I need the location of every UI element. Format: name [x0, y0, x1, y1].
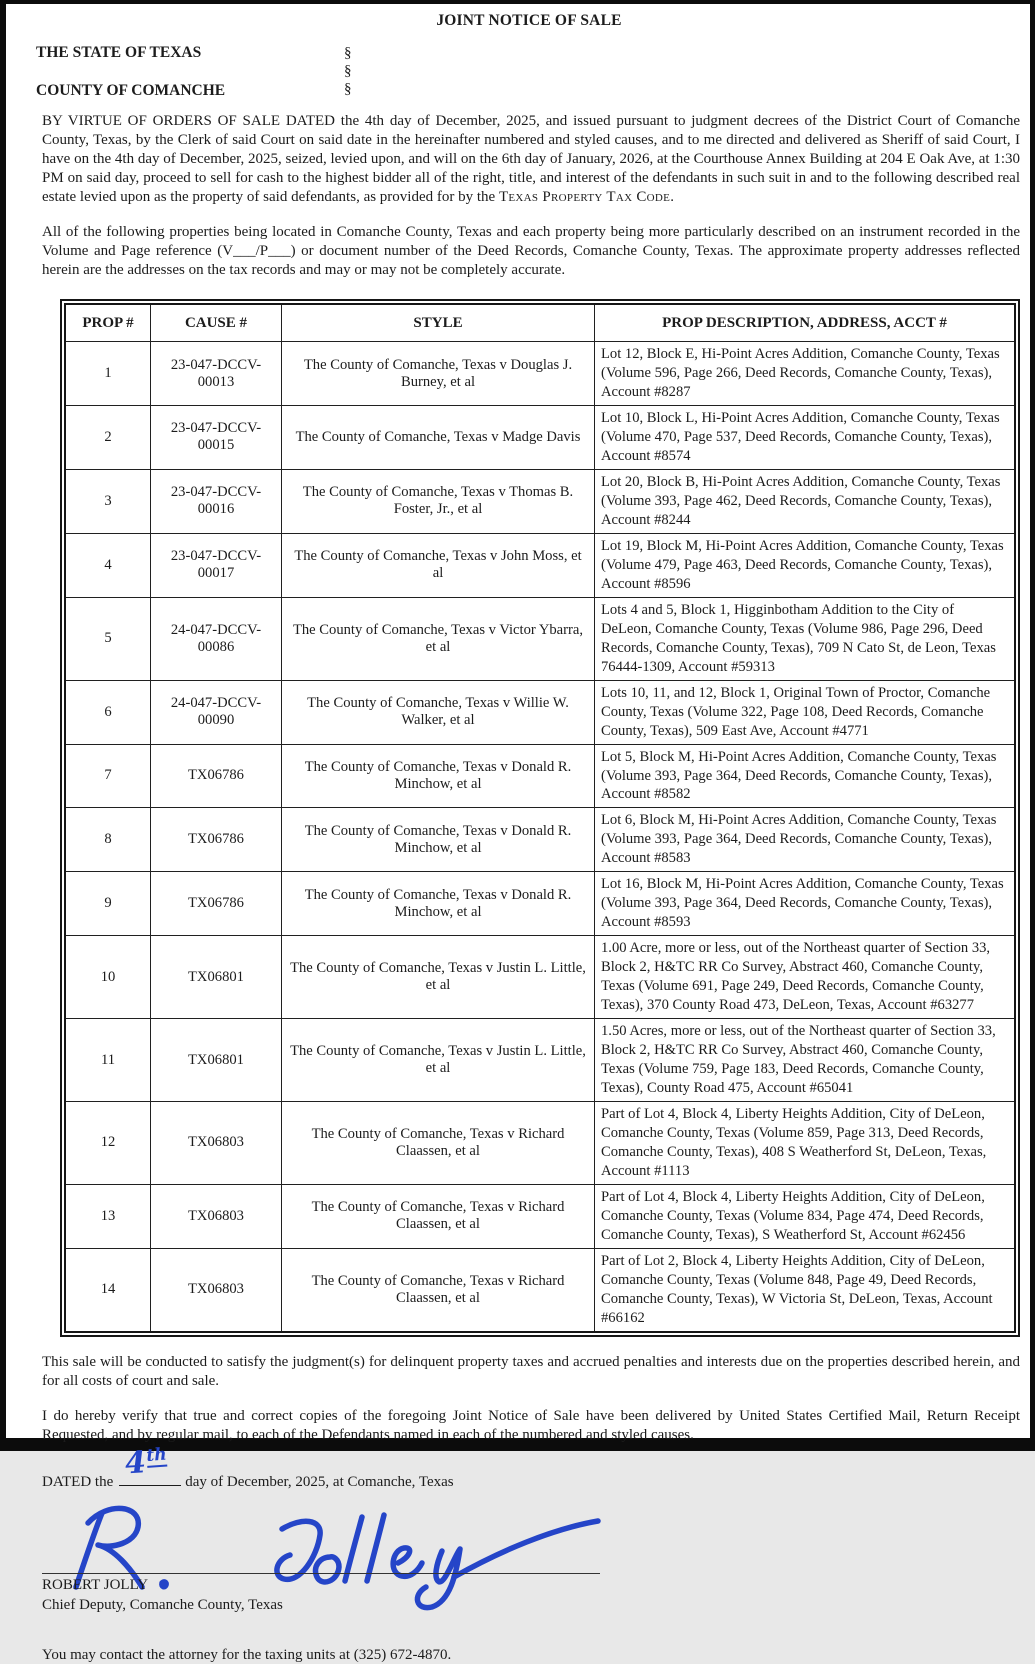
handwritten-day-number: 4 — [124, 1445, 148, 1482]
row-description: Lot 5, Block M, Hi-Point Acres Addition, Comanche County, Texas (Volume 393, Page 364, Deed Records, Comanche County, Texas), Account #8582 — [595, 744, 1016, 808]
row-style: The County of Comanche, Texas v Richard Claassen, et al — [282, 1102, 595, 1185]
row-prop-number: 2 — [65, 406, 151, 470]
table-row — [65, 872, 1015, 936]
paragraph-sale-conducted: This sale will be conducted to satisfy the judgment(s) for delinquent property taxes and accrued penalties and interests due on the properties described herein, and for all costs of court and sale. — [42, 1353, 1020, 1389]
row-description: Lot 6, Block M, Hi-Point Acres Addition, Comanche County, Texas (Volume 393, Page 364, Deed Records, Comanche County, Texas), Account #8583 — [595, 808, 1016, 872]
paragraph-by-virtue — [42, 112, 1020, 206]
row-description: Part of Lot 4, Block 4, Liberty Heights Addition, City of DeLeon, Comanche County, Texas (Volume 859, Page 313, Deed Records, Comanche County, Texas), 408 S Weatherford St, DeLeon, Texas, Account #1113 — [595, 1102, 1016, 1185]
row-prop-number: 3 — [65, 469, 151, 533]
signature-block — [42, 1497, 1022, 1615]
row-cause-number: TX06803 — [151, 1102, 282, 1185]
row-cause-number: 24-047-DCCV-00086 — [151, 597, 282, 680]
table-row — [65, 744, 1015, 808]
venue-block — [36, 44, 1022, 102]
row-description: Lots 10, 11, and 12, Block 1, Original Town of Proctor, Comanche County, Texas (Volume 322, Page 108, Deed Records, Comanche County, Texas), 509 East Ave, Account #4771 — [595, 680, 1016, 744]
row-cause-number: 23-047-DCCV-00013 — [151, 342, 282, 406]
row-style: The County of Comanche, Texas v Victor Ybarra, et al — [282, 597, 595, 680]
table-row — [65, 597, 1015, 680]
table-row — [65, 936, 1015, 1019]
row-style: The County of Comanche, Texas v John Moss, et al — [282, 533, 595, 597]
row-style: The County of Comanche, Texas v Donald R. Minchow, et al — [282, 872, 595, 936]
document-title: JOINT NOTICE OF SALE — [436, 12, 622, 29]
table-row — [65, 1248, 1015, 1331]
row-description: Lot 19, Block M, Hi-Point Acres Addition, Comanche County, Texas (Volume 479, Page 463, Deed Records, Comanche County, Texas), Account #8596 — [595, 533, 1016, 597]
row-description: 1.00 Acre, more or less, out of the Northeast quarter of Section 33, Block 2, H&TC RR Co Survey, Abstract 460, Comanche County, Texas (Volume 691, Page 249, Deed Records, Comanche County, Texas), 370 County Road 473, DeLeon, Texas, Account #63277 — [595, 936, 1016, 1019]
table-row — [65, 1102, 1015, 1185]
row-description: Part of Lot 4, Block 4, Liberty Heights Addition, City of DeLeon, Comanche County, Texas (Volume 834, Page 474, Deed Records, Comanche County, Texas), S Weatherford St, Account #62456 — [595, 1184, 1016, 1248]
row-prop-number: 5 — [65, 597, 151, 680]
row-prop-number: 4 — [65, 533, 151, 597]
row-description: 1.50 Acres, more or less, out of the Northeast quarter of Section 33, Block 2, H&TC RR Co Survey, Abstract 460, Comanche County, Texas (Volume 759, Page 183, Deed Records, Comanche County, Texas), County Road 475, Account #65041 — [595, 1019, 1016, 1102]
property-table-body — [65, 342, 1015, 1332]
header-prop-number: PROP # — [65, 304, 151, 342]
signer-name: ROBERT JOLLY — [42, 1577, 149, 1594]
handwritten-date — [124, 1444, 168, 1482]
table-row — [65, 1019, 1015, 1102]
row-prop-number: 9 — [65, 872, 151, 936]
contact-info: You may contact the attorney for the taxing units at (325) 672-4870. — [42, 1647, 452, 1664]
dated-blank-line — [119, 1444, 181, 1486]
row-cause-number: TX06801 — [151, 936, 282, 1019]
table-row — [65, 469, 1015, 533]
row-style: The County of Comanche, Texas v Donald R. Minchow, et al — [282, 744, 595, 808]
dated-line — [42, 1444, 1022, 1491]
paragraph-verify-delivery: I do hereby verify that true and correct copies of the foregoing Joint Notice of Sale have been delivered by United States Certified Mail, Return Receipt Requested, and by regular mail, to each of the Defendants named in each of the numbered and styled causes. — [42, 1408, 1020, 1444]
row-cause-number: TX06786 — [151, 808, 282, 872]
paragraph-properties-located: All of the following properties being located in Comanche County, Texas and each property being more particularly described on an instrument recorded in the Volume and Page reference (V___/P___) or document number of the Deed Records, Comanche County, Texas. The approximate property addresses reflected herein are the addresses on the tax records and may or may not be completely accurate. — [42, 224, 1020, 279]
row-style: The County of Comanche, Texas v Justin L. Little, et al — [282, 1019, 595, 1102]
table-row — [65, 406, 1015, 470]
row-description: Lot 20, Block B, Hi-Point Acres Addition, Comanche County, Texas (Volume 393, Page 462, Deed Records, Comanche County, Texas), Account #8244 — [595, 469, 1016, 533]
property-table-header — [65, 304, 1015, 342]
property-table — [64, 303, 1016, 1333]
by-virtue-text: BY VIRTUE OF ORDERS OF SALE DATED the 4th day of December, 2025, and issued pursuant to judgment decrees of the District Court of Comanche County, Texas, by the Clerk of said Court on said date in the hereinafter numbered and styled causes, and to me directed and delivered as Sheriff of said Court, I have on the 4th day of December, 2025, seized, levied upon, and will on the 6th day of January, 2026, at the Courthouse Annex Building at 204 E Oak Ave, at 1:30 PM on said day, proceed to sell for cash to the highest bidder all of the right, title, and interest of the defendants in such suit in and to the following described real estate levied upon as the property of said defendants, as provided for by the — [42, 113, 1020, 205]
row-cause-number: 24-047-DCCV-00090 — [151, 680, 282, 744]
section-symbol: § — [344, 45, 352, 61]
row-prop-number: 10 — [65, 936, 151, 1019]
row-cause-number: 23-047-DCCV-00016 — [151, 469, 282, 533]
header-prop-description: PROP DESCRIPTION, ADDRESS, ACCT # — [595, 304, 1016, 342]
dated-prefix: DATED the — [42, 1474, 114, 1491]
row-cause-number: TX06803 — [151, 1184, 282, 1248]
row-description: Lot 16, Block M, Hi-Point Acres Addition, Comanche County, Texas (Volume 393, Page 364, Deed Records, Comanche County, Texas), Account #8593 — [595, 872, 1016, 936]
handwritten-day-suffix: th — [145, 1444, 168, 1467]
venue-county: COUNTY OF COMANCHE — [36, 82, 226, 99]
row-cause-number: 23-047-DCCV-00015 — [151, 406, 282, 470]
row-description: Part of Lot 2, Block 4, Liberty Heights Addition, City of DeLeon, Comanche County, Texas (Volume 848, Page 49, Deed Records, Comanche County, Texas), W Victoria St, DeLeon, Texas, Account #66162 — [595, 1248, 1016, 1331]
table-row — [65, 342, 1015, 406]
row-prop-number: 12 — [65, 1102, 151, 1185]
row-style: The County of Comanche, Texas v Richard Claassen, et al — [282, 1248, 595, 1331]
row-prop-number: 6 — [65, 680, 151, 744]
row-cause-number: TX06786 — [151, 744, 282, 808]
section-symbol: § — [344, 63, 352, 79]
row-description: Lot 12, Block E, Hi-Point Acres Addition, Comanche County, Texas (Volume 596, Page 266, Deed Records, Comanche County, Texas), Account #8287 — [595, 342, 1016, 406]
row-cause-number: TX06803 — [151, 1248, 282, 1331]
signature-line — [42, 1573, 600, 1574]
dated-suffix: day of December, 2025, at Comanche, Texas — [185, 1474, 454, 1491]
row-style: The County of Comanche, Texas v Donald R. Minchow, et al — [282, 808, 595, 872]
table-row — [65, 808, 1015, 872]
row-style: The County of Comanche, Texas v Douglas J. Burney, et al — [282, 342, 595, 406]
row-cause-number: 23-047-DCCV-00017 — [151, 533, 282, 597]
section-symbols — [344, 44, 352, 98]
section-symbol: § — [344, 81, 352, 97]
row-style: The County of Comanche, Texas v Willie W. Walker, et al — [282, 680, 595, 744]
signer-role: Chief Deputy, Comanche County, Texas — [42, 1597, 283, 1614]
header-style: STYLE — [282, 304, 595, 342]
table-row — [65, 533, 1015, 597]
table-row — [65, 680, 1015, 744]
row-prop-number: 8 — [65, 808, 151, 872]
row-cause-number: TX06801 — [151, 1019, 282, 1102]
row-style: The County of Comanche, Texas v Richard Claassen, et al — [282, 1184, 595, 1248]
by-virtue-period: . — [670, 188, 674, 205]
row-prop-number: 14 — [65, 1248, 151, 1331]
row-description: Lots 4 and 5, Block 1, Higginbotham Addition to the City of DeLeon, Comanche County, Texas (Volume 986, Page 296, Deed Records, Comanche County, Texas), 709 N Cato St, de Leon, Texas 76444-1309, Account #59313 — [595, 597, 1016, 680]
row-style: The County of Comanche, Texas v Justin L. Little, et al — [282, 936, 595, 1019]
row-style: The County of Comanche, Texas v Madge Davis — [282, 406, 595, 470]
row-style: The County of Comanche, Texas v Thomas B. Foster, Jr., et al — [282, 469, 595, 533]
row-prop-number: 11 — [65, 1019, 151, 1102]
header-cause-number: CAUSE # — [151, 304, 282, 342]
tax-code-smallcaps: Texas Property Tax Code — [498, 188, 671, 205]
property-table-frame — [60, 299, 1020, 1337]
table-row — [65, 1184, 1015, 1248]
row-prop-number: 7 — [65, 744, 151, 808]
row-cause-number: TX06786 — [151, 872, 282, 936]
row-prop-number: 1 — [65, 342, 151, 406]
row-prop-number: 13 — [65, 1184, 151, 1248]
row-description: Lot 10, Block L, Hi-Point Acres Addition, Comanche County, Texas (Volume 470, Page 537, Deed Records, Comanche County, Texas), Account #8574 — [595, 406, 1016, 470]
venue-state: THE STATE OF TEXAS — [36, 44, 202, 61]
